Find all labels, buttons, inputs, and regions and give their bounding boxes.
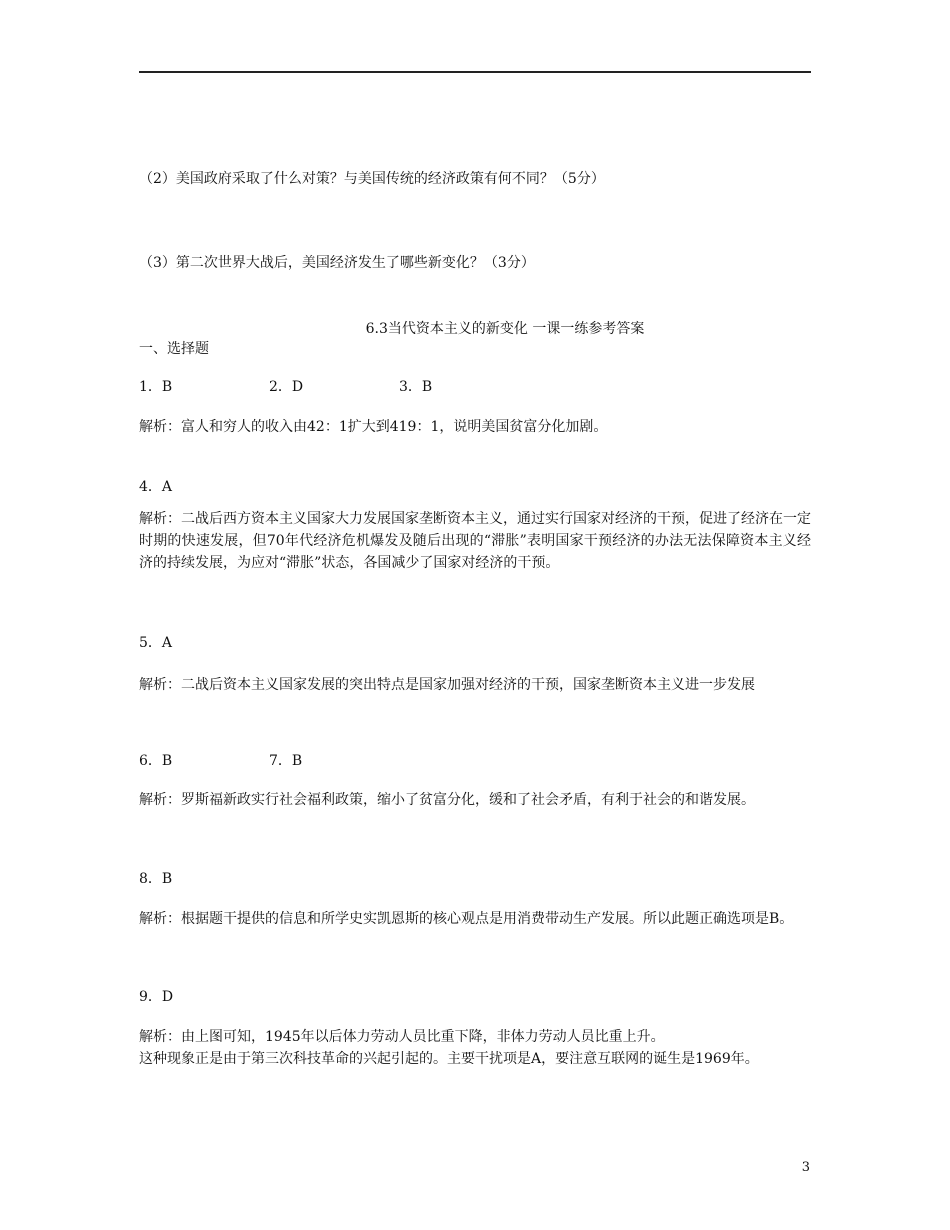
explanation-4: 解析：二战后西方资本主义国家大力发展国家垄断资本主义，通过实行国家对经济的干预，促进了经济在一定时期的快速发展，但70年代经济危机爆发及随后出现的“滞胀”表明国家干预经济的办法无法保障资本主义经济的持续发展，为应对“滞胀”状态，各国减少了国家对经济的干预。 <box>139 511 811 571</box>
header-rule <box>139 71 811 73</box>
answer-8: 8．B <box>139 871 173 887</box>
answer-4: 4．A <box>139 479 173 495</box>
answer-2: 2．D <box>269 379 304 395</box>
answer-key-title: 6.3当代资本主义的新变化 一课一练参考答案 <box>365 321 645 337</box>
answers-row-6-7 <box>139 750 811 772</box>
explanation-6-7: 解析：罗斯福新政实行社会福利政策，缩小了贫富分化，缓和了社会矛盾，有利于社会的和谐发展。 <box>139 792 755 808</box>
answer-5: 5．A <box>139 635 173 651</box>
answer-3: 3．B <box>399 379 433 395</box>
explanation-5: 解析：二战后资本主义国家发展的突出特点是国家加强对经济的干预，国家垄断资本主义进一步发展 <box>139 677 755 693</box>
question-2: （2）美国政府采取了什么对策？与美国传统的经济政策有何不同？（5分） <box>139 171 605 187</box>
explanation-9-line-2: 这种现象正是由于第三次科技革命的兴起引起的。主要干扰项是A，要注意互联网的诞生是1969年。 <box>139 1051 759 1067</box>
answers-row-1 <box>139 376 811 398</box>
question-3: （3）第二次世界大战后，美国经济发生了哪些新变化？（3分） <box>139 255 535 271</box>
answer-1: 1．B <box>139 379 173 395</box>
answer-6: 6．B <box>139 753 173 769</box>
section-heading: 一、选择题 <box>139 341 209 357</box>
page-number: 3 <box>801 1160 810 1175</box>
answer-7: 7．B <box>269 753 303 769</box>
explanation-9-line-1: 解析：由上图可知，1945年以后体力劳动人员比重下降，非体力劳动人员比重上升。 <box>139 1029 665 1045</box>
answer-9: 9．D <box>139 989 174 1005</box>
explanation-8: 解析：根据题干提供的信息和所学史实凯恩斯的核心观点是用消费带动生产发展。所以此题正确选项是B。 <box>139 911 794 927</box>
explanation-1-3: 解析：富人和穷人的收入由42：1扩大到419：1，说明美国贫富分化加剧。 <box>139 419 608 435</box>
